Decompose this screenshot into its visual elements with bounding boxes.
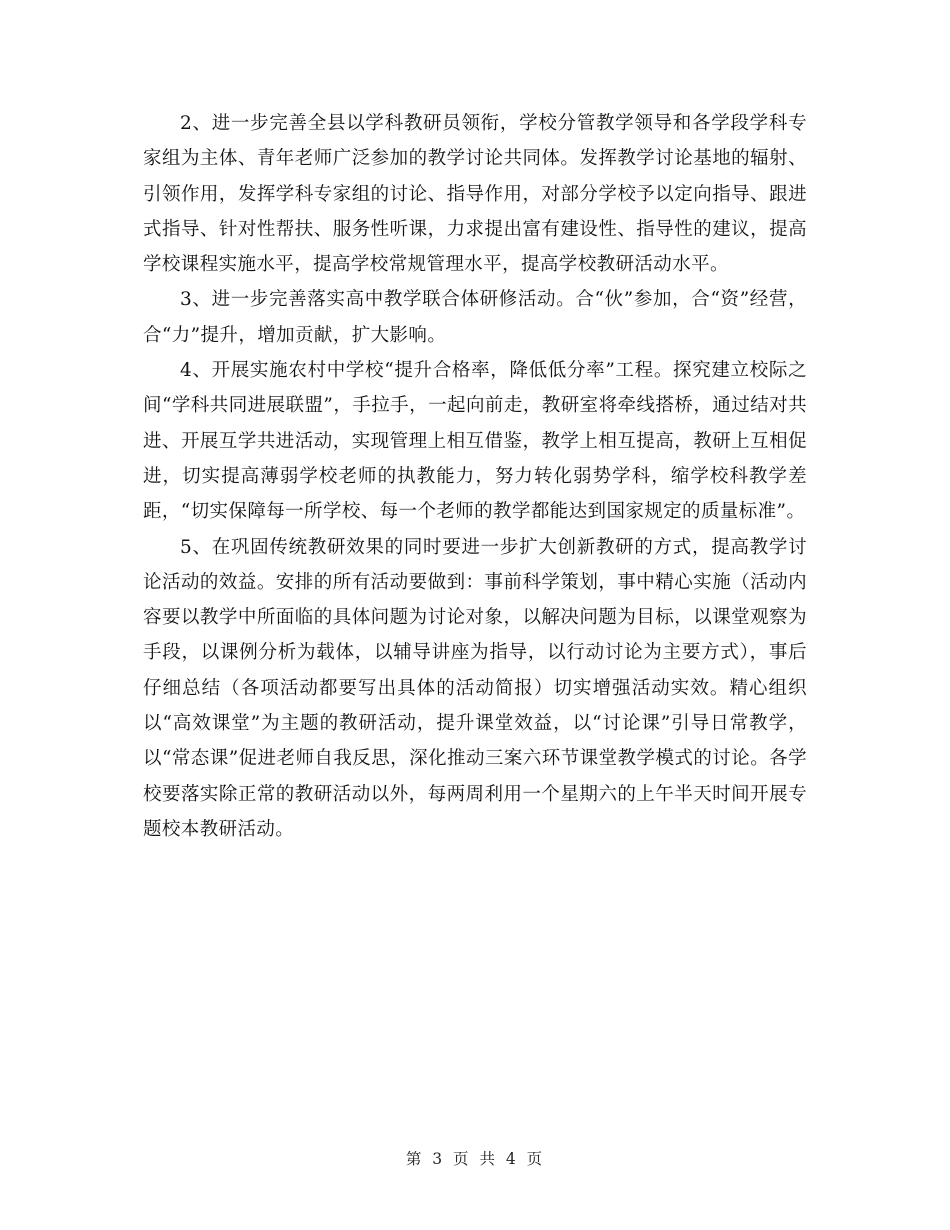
paragraph-item-4: 4、开展实施农村中学校“提升合格率，降低低分率”工程。探究建立校际之间“学科共同进展联盟”，手拉手，一起向前走，教研室将牵线搭桥，通过结对共进、开展互学共进活动，实现管理上相互借鉴，教学上相互提高，教研上互相促进，切实提高薄弱学校老师的执教能力，努力转化弱势学科，缩学校科教学差距，“切实保障每一所学校、每一个老师的教学都能达到国家规定的质量标准”。 (143, 360, 807, 523)
page-number-footer: 第 3 页 共 4 页 (405, 1150, 545, 1168)
paragraph-item-2: 2、进一步完善全县以学科教研员领衔，学校分管教学领导和各学段学科专家组为主体、青年老师广泛参加的教学讨论共同体。发挥教学讨论基地的辐射、引领作用，发挥学科专家组的讨论、指导作用，对部分学校予以定向指导、跟进式指导、针对性帮扶、服务性听课，力求提出富有建设性、指导性的建议，提高学校课程实施水平，提高学校常规管理水平，提高学校教研活动水平。 (143, 113, 807, 276)
document-body (143, 106, 807, 847)
paragraph-item-3: 3、进一步完善落实高中教学联合体研修活动。合“伙”参加，合“资”经营，合“力”提升，增加贡献，扩大影响。 (143, 289, 807, 346)
paragraph-item-5: 5、在巩固传统教研效果的同时要进一步扩大创新教研的方式，提高教学讨论活动的效益。安排的所有活动要做到：事前科学策划，事中精心实施（活动内容要以教学中所面临的具体问题为讨论对象，以解决问题为目标，以课堂观察为手段，以课例分析为载体，以辅导讲座为指导，以行动讨论为主要方式），事后仔细总结（各项活动都要写出具体的活动简报）切实增强活动实效。精心组织以“高效课堂”为主题的教研活动，提升课堂效益，以“讨论课”引导日常教学，以“常态课”促进老师自我反思，深化推动三案六环节课堂教学模式的讨论。各学校要落实除正常的教研活动以外，每两周利用一个星期六的上午半天时间开展专题校本教研活动。 (143, 536, 807, 840)
